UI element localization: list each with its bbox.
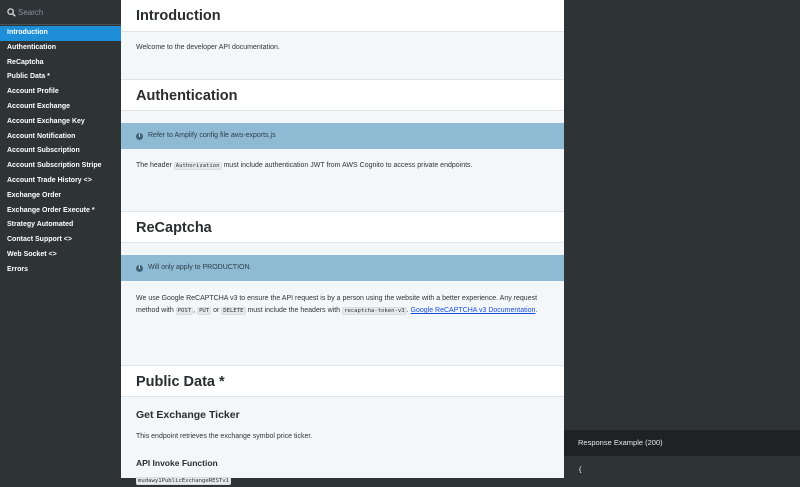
invoke-function-title: API Invoke Function — [136, 458, 218, 468]
page-title: Introduction — [136, 8, 221, 24]
info-notice — [121, 123, 564, 149]
invoke-function-code: mudawy1PublicExchangeRESTv1 — [138, 478, 229, 484]
recaptcha-text — [136, 293, 549, 317]
notice-text: Will only apply to PRODUCTION. — [148, 264, 252, 271]
code-panel — [564, 0, 800, 478]
sidebar-item-account-subscription[interactable]: Account Subscription — [7, 147, 80, 155]
info-icon: i — [136, 133, 143, 140]
response-example-body: { — [578, 466, 583, 474]
info-icon: i — [136, 265, 143, 272]
production-notice — [121, 255, 564, 281]
endpoint-title: Get Exchange Ticker — [136, 409, 240, 421]
public-data-body — [121, 409, 564, 487]
text-fragment: must include the headers with — [245, 307, 343, 314]
sidebar-item-account-profile[interactable]: Account Profile — [7, 88, 59, 96]
sidebar — [0, 0, 121, 478]
sidebar-item-contact-support[interactable]: Contact Support <> — [7, 236, 72, 244]
introduction-text: Welcome to the developer API documentation. — [136, 44, 280, 51]
sidebar-nav — [0, 26, 121, 278]
search-bar — [0, 0, 121, 25]
sidebar-item-errors[interactable]: Errors — [7, 265, 29, 273]
sidebar-item-strategy-automated[interactable]: Strategy Automated — [7, 221, 74, 229]
code-delete: DELETE — [223, 308, 244, 314]
section-header-public-data — [121, 365, 564, 397]
public-data-title: Public Data * — [136, 374, 225, 390]
text-fragment: . — [406, 307, 411, 314]
sidebar-item-account-notification[interactable]: Account Notification — [7, 132, 76, 140]
search-input[interactable] — [16, 4, 116, 21]
sidebar-item-exchange-order[interactable]: Exchange Order — [7, 191, 62, 199]
code-authorization: Authorization — [175, 163, 220, 169]
sidebar-item-authentication[interactable]: Authentication — [7, 43, 56, 51]
search-icon — [7, 8, 16, 17]
recaptcha-body — [121, 255, 564, 365]
sidebar-item-recaptcha[interactable]: ReCaptcha — [7, 58, 44, 66]
endpoint-description: This endpoint retrieves the exchange symbol price ticker. — [136, 433, 313, 440]
code-put: PUT — [199, 308, 210, 314]
sidebar-item-account-trade-history[interactable]: Account Trade History <> — [7, 176, 92, 184]
text-fragment: , — [193, 307, 198, 314]
text-fragment: We use Google ReCAPTCHA v3 to ensure the API request is by a person using the website with a better experience. Any request method with — [136, 295, 538, 314]
text-fragment: must include authentication JWT from AWS Cognito to access private endpoints. — [221, 162, 473, 169]
sidebar-item-exchange-order-execute[interactable]: Exchange Order Execute * — [7, 206, 95, 214]
section-header-authentication — [121, 79, 564, 111]
main-content — [121, 0, 564, 484]
invoke-function-row — [136, 475, 549, 487]
sidebar-item-account-exchange-key[interactable]: Account Exchange Key — [7, 117, 85, 125]
code-recaptcha-header: recaptcha-token-v3 — [344, 308, 405, 314]
section-header-introduction — [121, 0, 564, 32]
text-fragment: or — [211, 307, 222, 314]
authentication-body — [121, 123, 564, 211]
authentication-text — [136, 160, 549, 172]
sidebar-item-web-socket[interactable]: Web Socket <> — [7, 250, 57, 258]
authentication-title: Authentication — [136, 88, 238, 104]
response-example-title: Response Example (200) — [564, 430, 800, 456]
recaptcha-docs-link[interactable]: Google ReCAPTCHA v3 Documentation — [410, 307, 536, 314]
introduction-body — [121, 32, 564, 79]
notice-text: Refer to Amplify config file aws-exports.js — [148, 132, 276, 139]
sidebar-item-account-subscription-stripe[interactable]: Account Subscription Stripe — [7, 162, 102, 170]
code-post: POST — [177, 308, 192, 314]
sidebar-item-account-exchange[interactable]: Account Exchange — [7, 102, 71, 110]
recaptcha-title: ReCaptcha — [136, 220, 212, 236]
text-fragment: The header — [136, 162, 174, 169]
section-header-recaptcha — [121, 211, 564, 243]
sidebar-item-introduction[interactable]: Introduction — [0, 26, 121, 41]
sidebar-item-public-data[interactable]: Public Data * — [7, 73, 50, 81]
text-fragment: . — [535, 307, 538, 314]
